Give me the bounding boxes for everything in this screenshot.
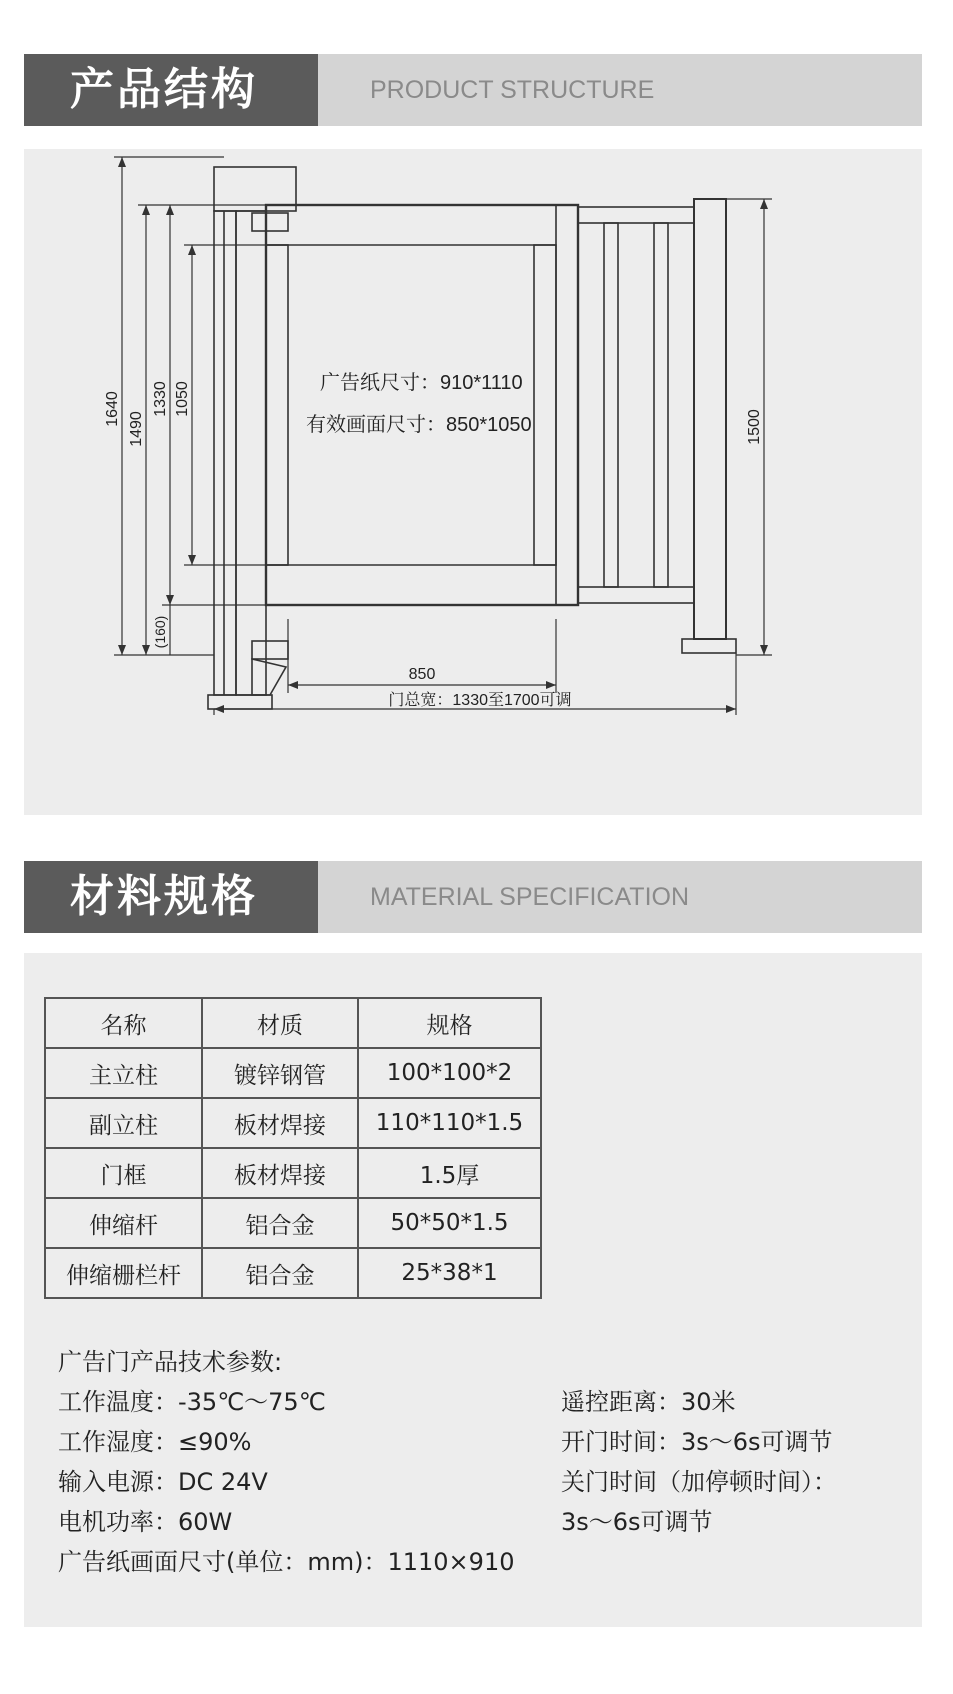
table-row [45, 1248, 541, 1298]
bottom-rail [578, 587, 694, 603]
right-post [694, 199, 726, 639]
ad-paper-size-label: 广告纸尺寸：910*1110 [320, 372, 523, 394]
dim-1500: 1500 [746, 409, 763, 445]
header-name: 名称 [45, 998, 202, 1048]
top-hinge [252, 213, 288, 231]
base-bracket [252, 659, 286, 695]
dim-total-width: 门总宽：1330至1700可调 [388, 692, 572, 709]
dim-160: (160) [152, 615, 168, 649]
table-row [45, 1148, 541, 1198]
cell-spec: 1.5厚 [358, 1148, 541, 1198]
top-rail [578, 207, 694, 223]
param-line: 遥控距离：30米 [561, 1388, 736, 1416]
params-heading: 广告门产品技术参数: [58, 1348, 283, 1376]
cell-material: 铝合金 [202, 1248, 358, 1298]
dim-1640: 1640 [104, 391, 121, 427]
header-spec: 规格 [358, 998, 541, 1048]
cell-name: 伸缩栅栏杆 [45, 1248, 202, 1298]
table-header-row [45, 998, 541, 1048]
param-line: 工作湿度：≤90% [58, 1428, 252, 1456]
cell-name: 伸缩杆 [45, 1198, 202, 1248]
left-base [208, 695, 272, 709]
cell-spec: 50*50*1.5 [358, 1198, 541, 1248]
params-right [561, 1382, 837, 1542]
bottom-hinge [252, 641, 288, 659]
section-title-cn: 产品结构 [24, 54, 318, 126]
left-post [214, 211, 236, 695]
table-row [45, 1048, 541, 1098]
dim-850: 850 [408, 666, 436, 683]
structure-diagram [24, 149, 922, 815]
param-line: 开门时间：3s～6s可调节 [561, 1428, 833, 1456]
param-line: 输入电源：DC 24V [58, 1468, 268, 1496]
cell-spec: 100*100*2 [358, 1048, 541, 1098]
table-row [45, 1098, 541, 1148]
structure-drawing-panel [24, 149, 922, 815]
material-table [44, 997, 542, 1299]
params-left [58, 1382, 514, 1582]
param-line: 广告纸画面尺寸(单位：mm)：1110×910 [58, 1548, 515, 1576]
cell-name: 主立柱 [45, 1048, 202, 1098]
param-line: 工作温度：-35℃～75℃ [58, 1388, 326, 1416]
fence-bar-1 [604, 223, 618, 587]
effective-size-label: 有效画面尺寸：850*1050 [306, 414, 532, 436]
section-header-structure [24, 54, 922, 126]
param-line: 3s～6s可调节 [561, 1508, 713, 1536]
section-title-en: MATERIAL SPECIFICATION [370, 883, 690, 911]
cell-material: 板材焊接 [202, 1148, 358, 1198]
section-title-en: PRODUCT STRUCTURE [370, 76, 655, 104]
cell-name: 门框 [45, 1148, 202, 1198]
cell-material: 镀锌钢管 [202, 1048, 358, 1098]
dim-1330: 1330 [152, 381, 169, 417]
fence-bar-2 [654, 223, 668, 587]
right-base [682, 639, 736, 653]
section-title-cn: 材料规格 [24, 861, 318, 933]
cell-spec: 25*38*1 [358, 1248, 541, 1298]
header-material: 材质 [202, 998, 358, 1048]
dim-1050: 1050 [174, 381, 191, 417]
cell-material: 铝合金 [202, 1198, 358, 1248]
param-line: 电机功率：60W [58, 1508, 233, 1536]
dim-1490: 1490 [128, 411, 145, 447]
table-row [45, 1198, 541, 1248]
cell-spec: 110*110*1.5 [358, 1098, 541, 1148]
cell-name: 副立柱 [45, 1098, 202, 1148]
cell-material: 板材焊接 [202, 1098, 358, 1148]
door-frame [266, 205, 578, 605]
section-header-material [24, 861, 922, 933]
left-sub-post [236, 211, 266, 695]
param-line: 关门时间（加停顿时间）： [561, 1468, 837, 1496]
